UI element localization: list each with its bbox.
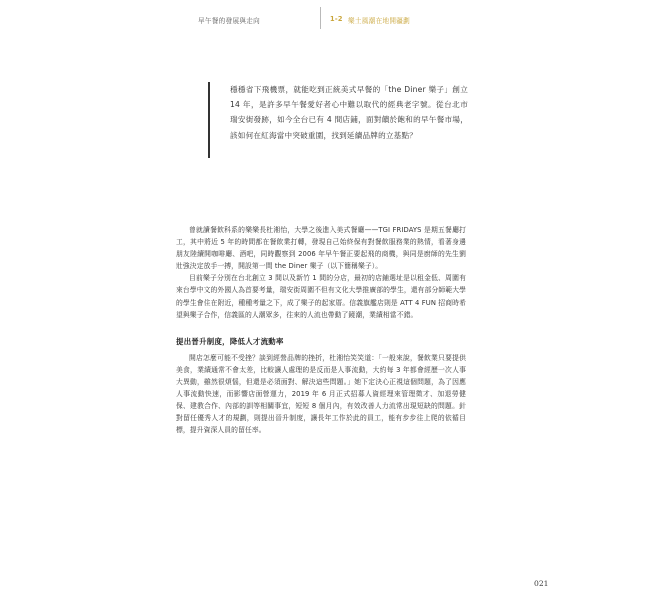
body-paragraph-2: 目前樂子分別在台北創立 3 間以及新竹 1 間的分店，最初的店鋪選址是以租金低、周圍有來台學中文的外國人為首要考量，瑞安街周圍不但有文化大學推廣部的學生，還有部分師範大學的學生會住在附近，種種考量之下，成了樂子的起家厝。信義旗艦店則是 ATT 4 FUN 招商時希望與樂子合作，信義區的人潮眾多，往來的人流也帶動了鏡潮，業績相當不錯。 [176, 274, 466, 319]
running-header-chapter-number: 1-2 [330, 15, 343, 23]
intro-quote-text: 穩穩省下飛機票，就能吃到正統美式早餐的「the Diner 樂子」創立 14 年，是許多早午餐愛好者心中難以取代的經典老字號。從台北市瑞安街發跡，如今全台已有 4 間店鋪，面對饋於飽和的早午餐市場，該如何在紅海當中突破重圍，找到延續品牌的立基點？ [230, 85, 468, 140]
intro-quote [230, 82, 468, 143]
running-header-book-part: 早午餐的發展與走向 [198, 17, 261, 25]
article-body [176, 224, 466, 437]
intro-quote-rule [208, 82, 210, 158]
page-number: 021 [534, 579, 549, 588]
running-header-chapter-title: 樂土風潮在地開疆劃 [348, 17, 411, 25]
body-paragraph-1: 曾就讀餐飲科系的樂樂長杜湘怡，大學之後進入美式餐廳——TGI FRIDAYS 是期五餐廳打工，其中將近 5 年的時間都在餐飲業打轉，發現自己始終保有對餐飲服務業的熱情，看著身邊朋友陸續開咖啡廳、酒吧，同時觀察到 2006 年早午餐正要起飛的商機，與同是廚師的先生劉壯強決定放手一搏，開設第一間 the Diner 樂子（以下簡稱樂子）。 [176, 226, 466, 271]
body-paragraph-3: 開店怎麼可能不受挫？談到經營品牌的挫折，杜湘怡笑笑道：「一般來說，餐飲業只要提供美食，業績通常不會太差，比較讓人處理的是反而是人事流動，大約每 3 年都會經歷一次人事大異動，雖然很煩惱，但還是必須面對、解決這些問題。」她下定決心正視這個問題，為了因應人事流動快速，而影響店面營運力，2019 年 6 月正式招募人資經理來管理徵才、加退勞健保、建教合作、內部的訓等相關事宜，短短 8 個月內，有效改善人力流常出現短缺的問題。針對留任優秀人才的規劃，則提出晉升制度，讓長年工作於此的員工，能有步步往上爬的依循目標，提升資深人員的留任率。 [176, 353, 466, 435]
section-heading: 提出晉升制度，降低人才流動率 [176, 336, 284, 346]
running-header-divider [320, 7, 321, 29]
